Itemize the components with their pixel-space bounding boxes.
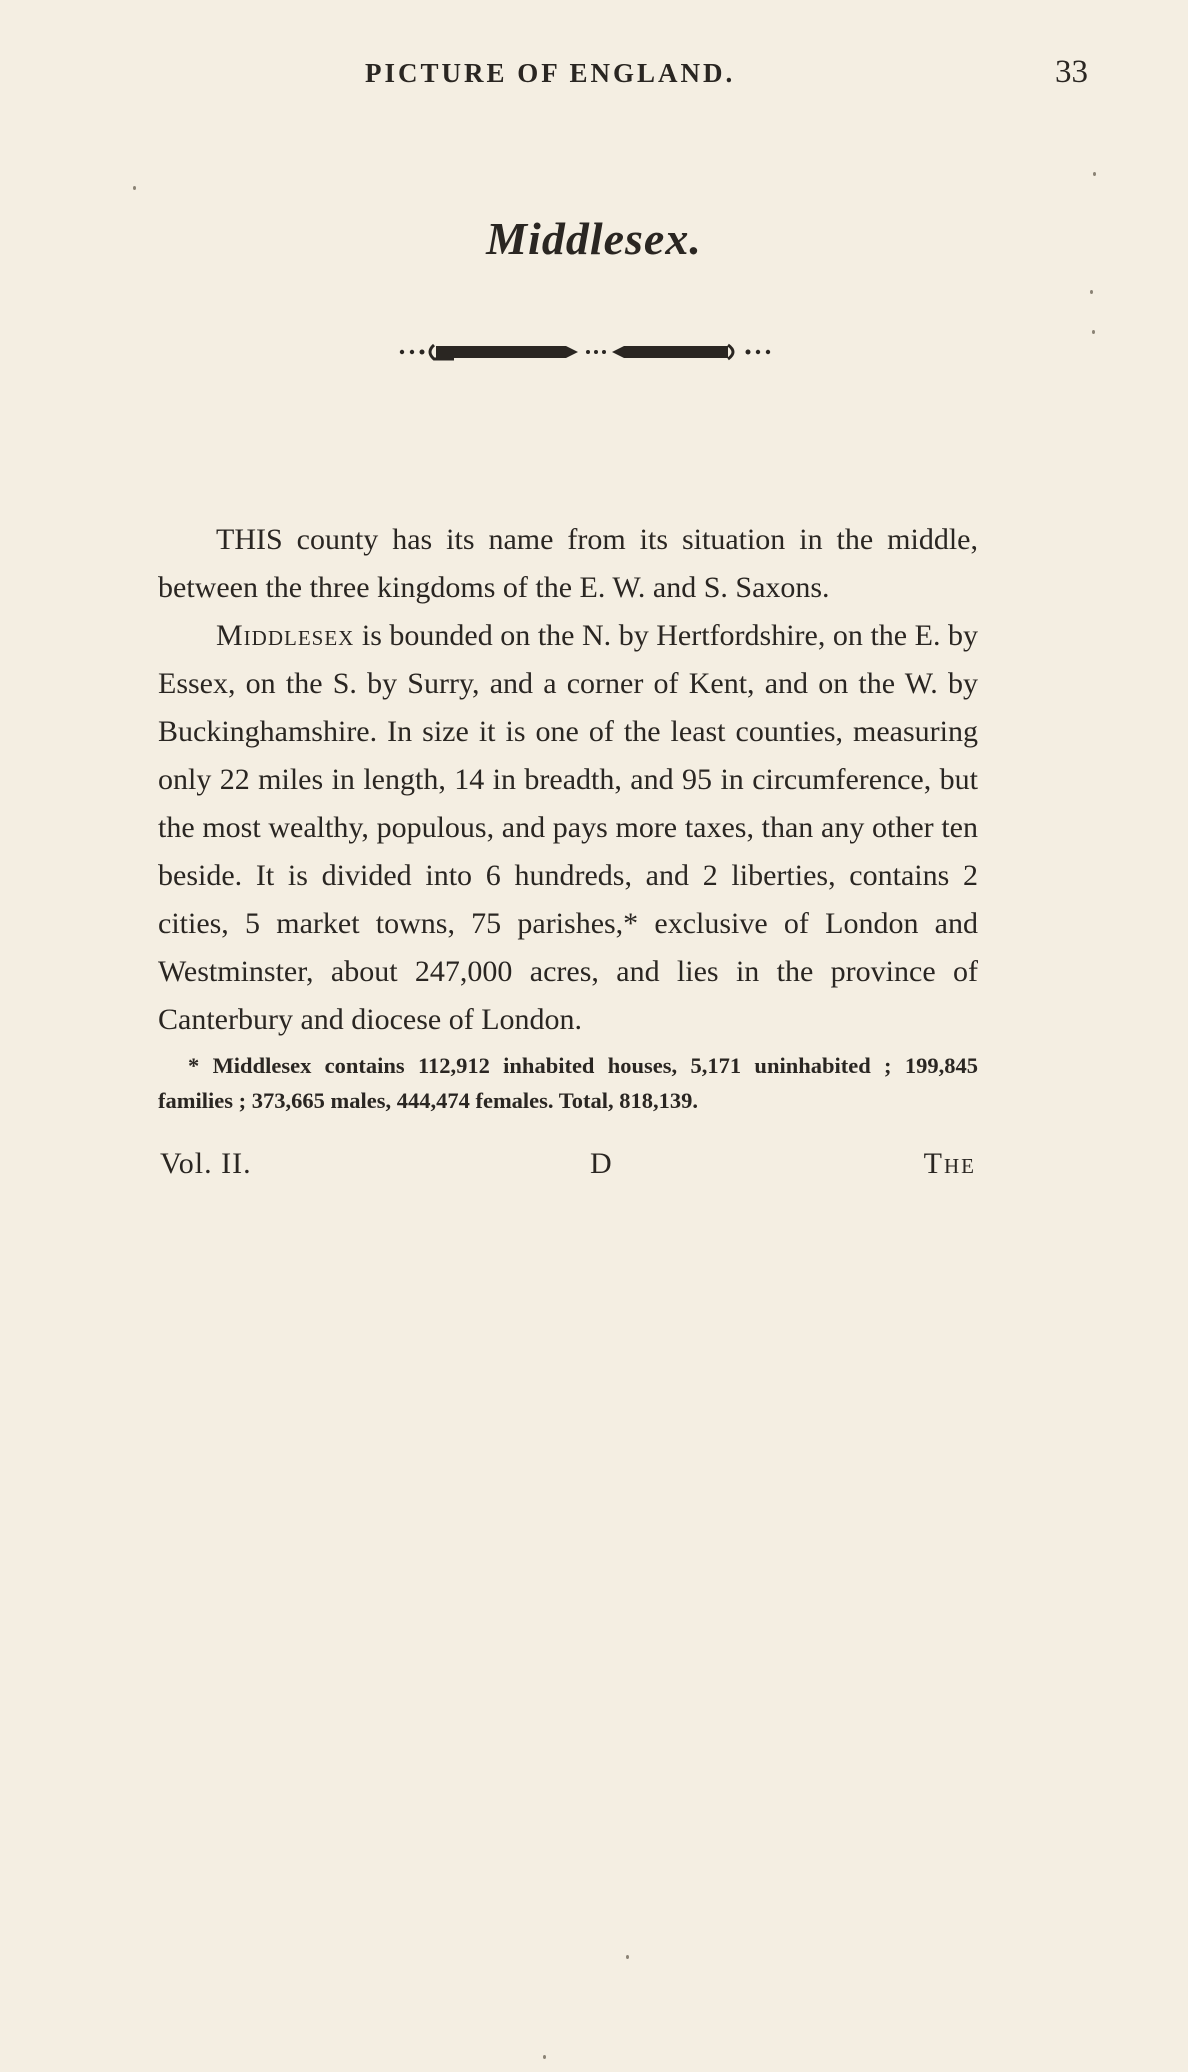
footnote	[158, 1048, 978, 1118]
catchword: The	[923, 1147, 976, 1180]
paragraph-lead: Middlesex	[216, 619, 355, 652]
page-number: 33	[1055, 54, 1088, 90]
paper-speck	[626, 1955, 629, 1959]
paragraph-boundaries	[158, 612, 978, 1044]
paper-speck	[1090, 290, 1093, 294]
paragraph-body: is bounded on the N. by Hertfordshire, on the E. by Essex, on the S. by Surry, and a corner of Kent, and on the W. by Buckinghamshire. In size it is one of the least counties, measuring only 22 miles in length, 14 in breadth, and 95 in circumference, but the most wealthy, populous, and pays more taxes, than any other ten beside. It is divided into 6 hundreds, and 2 liberties, contains 2 cities, 5 market towns, 75 parishes,* exclusive of London and Westminster, about 247,000 acres, and lies in the province of Canterbury and diocese of London.	[158, 619, 978, 1036]
paper-speck	[1092, 330, 1095, 334]
paper-speck	[543, 2055, 546, 2059]
paper-speck	[1093, 172, 1096, 176]
running-title: PICTURE OF ENGLAND.	[365, 58, 736, 88]
volume-label: Vol. II.	[160, 1147, 252, 1180]
paragraph-origin: THIS county has its name from its situation in the middle, between the three kingdoms of the E. W. and S. Saxons.	[158, 523, 978, 604]
paper-speck	[133, 186, 136, 190]
signature-mark: D	[590, 1147, 612, 1180]
chapter-title: Middlesex.	[486, 213, 702, 264]
main-text	[158, 516, 978, 1044]
signature-line	[160, 1147, 976, 1191]
running-head	[0, 54, 1188, 98]
ornament-rule-icon	[396, 337, 776, 367]
footnote-text: * Middlesex contains 112,912 inhabited houses, 5,171 uninhabited ; 199,845 families ; 373,665 males, 444,474 females. Total, 818,139.	[158, 1053, 978, 1113]
